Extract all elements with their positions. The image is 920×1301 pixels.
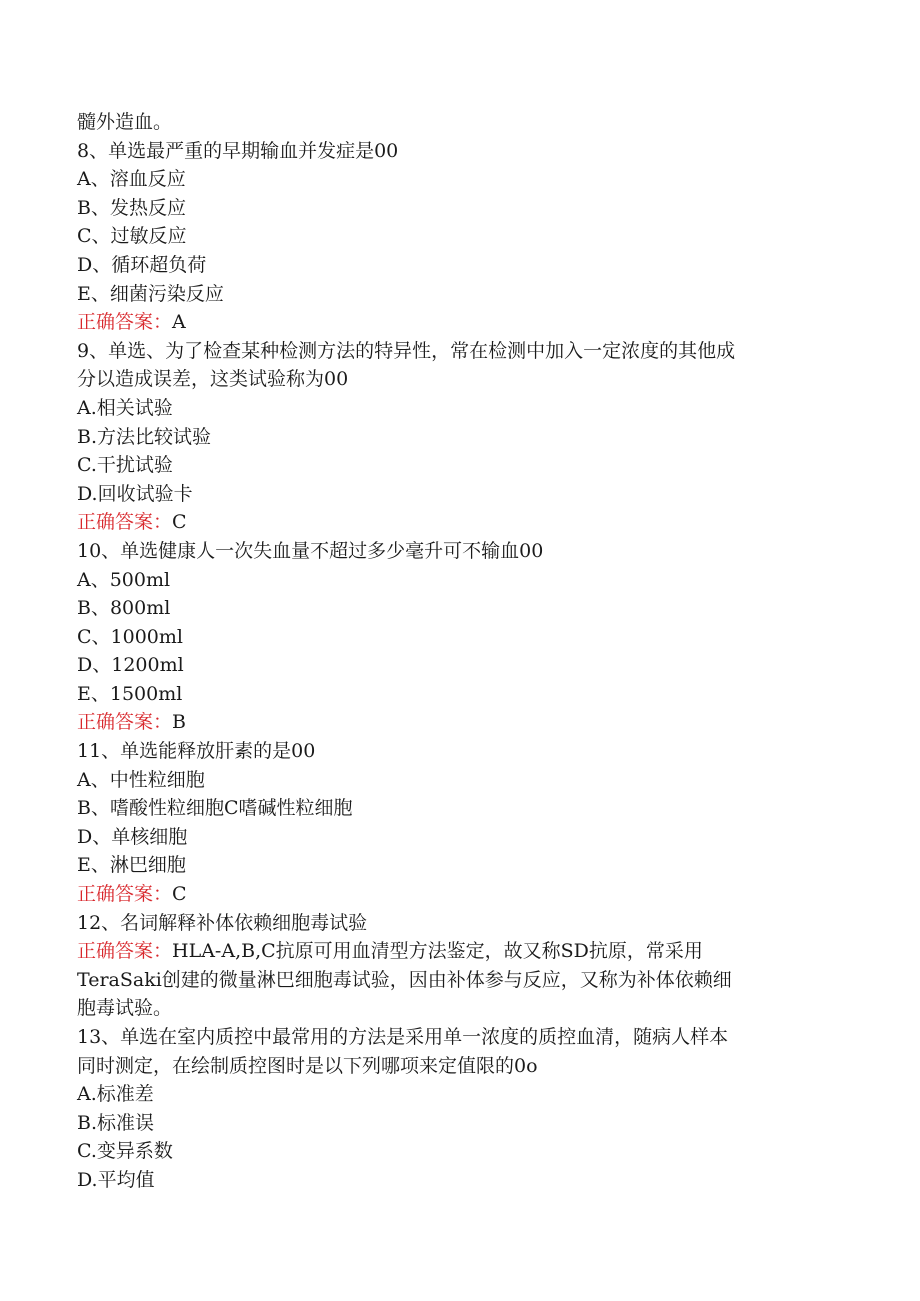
answer-line (77, 880, 847, 909)
line-text: B.方法比较试验 (77, 425, 212, 448)
line-text: D、单核细胞 (77, 825, 188, 848)
text-line (77, 423, 847, 452)
text-line (77, 1023, 847, 1052)
line-text: 11、单选能释放肝素的是00 (77, 740, 316, 763)
text-line (77, 766, 847, 795)
text-line (77, 680, 847, 709)
answer-value: C (172, 511, 187, 534)
line-text: D.回收试验卡 (77, 482, 193, 505)
document-body (77, 108, 847, 1195)
answer-value: C (172, 883, 187, 906)
line-text: A.标准差 (77, 1083, 154, 1106)
text-line (77, 394, 847, 423)
text-line (77, 794, 847, 823)
line-text: A、500ml (77, 568, 171, 591)
text-line (77, 566, 847, 595)
answer-label: 正确答案： (77, 711, 173, 734)
line-text: D、循环超负荷 (77, 253, 207, 276)
line-text: E、细菌污染反应 (77, 282, 224, 305)
text-line (77, 280, 847, 309)
answer-value: B (172, 711, 186, 734)
line-text: E、1500ml (77, 682, 183, 705)
line-text: TeraSaki创建的微量淋巴细胞毒试验，因由补体参与反应，又称为补体依赖细 (77, 968, 732, 991)
line-text: 8、单选最严重的早期输血并发症是00 (77, 139, 399, 162)
text-line (77, 909, 847, 938)
text-line (77, 1080, 847, 1109)
text-line (77, 623, 847, 652)
line-text: 9、单选、为了检查某种检测方法的特异性，常在检测中加入一定浓度的其他成 (77, 339, 736, 362)
line-text: 13、单选在室内质控中最常用的方法是采用单一浓度的质控血清，随病人样本 (77, 1026, 729, 1048)
text-line (77, 823, 847, 852)
line-text: 10、单选健康人一次失血量不超过多少毫升可不输血00 (77, 539, 544, 562)
text-line (77, 737, 847, 766)
line-text: C、过敏反应 (77, 225, 187, 248)
line-text: B、发热反应 (77, 196, 186, 219)
text-line (77, 1109, 847, 1138)
text-line (77, 651, 847, 680)
text-line (77, 1166, 847, 1195)
answer-value: A (172, 311, 186, 334)
answer-line (77, 937, 847, 966)
line-text: 胞毒试验。 (77, 997, 173, 1020)
text-line (77, 480, 847, 509)
text-line (77, 851, 847, 880)
line-text: 分以造成误差，这类试验称为00 (77, 368, 349, 391)
text-line (77, 337, 847, 366)
text-line (77, 994, 847, 1023)
line-text: 同时测定，在绘制质控图时是以下列哪项来定值限的0o (77, 1054, 538, 1077)
text-line (77, 108, 847, 137)
answer-value: HLA-A,B,C抗原可用血清型方法鉴定，故又称SD抗原，常采用 (172, 940, 703, 963)
line-text: D.平均值 (77, 1168, 155, 1191)
text-line (77, 222, 847, 251)
line-text: D、1200ml (77, 654, 184, 677)
text-line (77, 451, 847, 480)
line-text: A、中性粒细胞 (77, 768, 205, 791)
text-line (77, 194, 847, 223)
text-line (77, 594, 847, 623)
line-text: B、800ml (77, 597, 171, 620)
answer-label: 正确答案： (77, 940, 173, 963)
text-line (77, 251, 847, 280)
text-line (77, 537, 847, 566)
line-text: C.变异系数 (77, 1140, 173, 1163)
line-text: B、嗜酸性粒细胞C嗜碱性粒细胞 (77, 797, 353, 820)
line-text: A、溶血反应 (77, 168, 186, 191)
text-line (77, 1137, 847, 1166)
line-text: 髓外造血。 (77, 111, 173, 133)
answer-label: 正确答案： (77, 511, 173, 534)
line-text: C.干扰试验 (77, 454, 173, 477)
line-text: A.相关试验 (77, 396, 173, 419)
text-line (77, 966, 847, 995)
text-line (77, 137, 847, 166)
answer-label: 正确答案： (77, 883, 173, 906)
text-line (77, 165, 847, 194)
line-text: B.标准误 (77, 1111, 155, 1134)
line-text: E、淋巴细胞 (77, 854, 186, 877)
answer-line (77, 708, 847, 737)
text-line (77, 1052, 847, 1081)
answer-line (77, 508, 847, 537)
line-text: C、1000ml (77, 625, 183, 648)
answer-label: 正确答案： (77, 311, 173, 334)
answer-line (77, 308, 847, 337)
text-line (77, 365, 847, 394)
line-text: 12、名词解释补体依赖细胞毒试验 (77, 911, 368, 934)
